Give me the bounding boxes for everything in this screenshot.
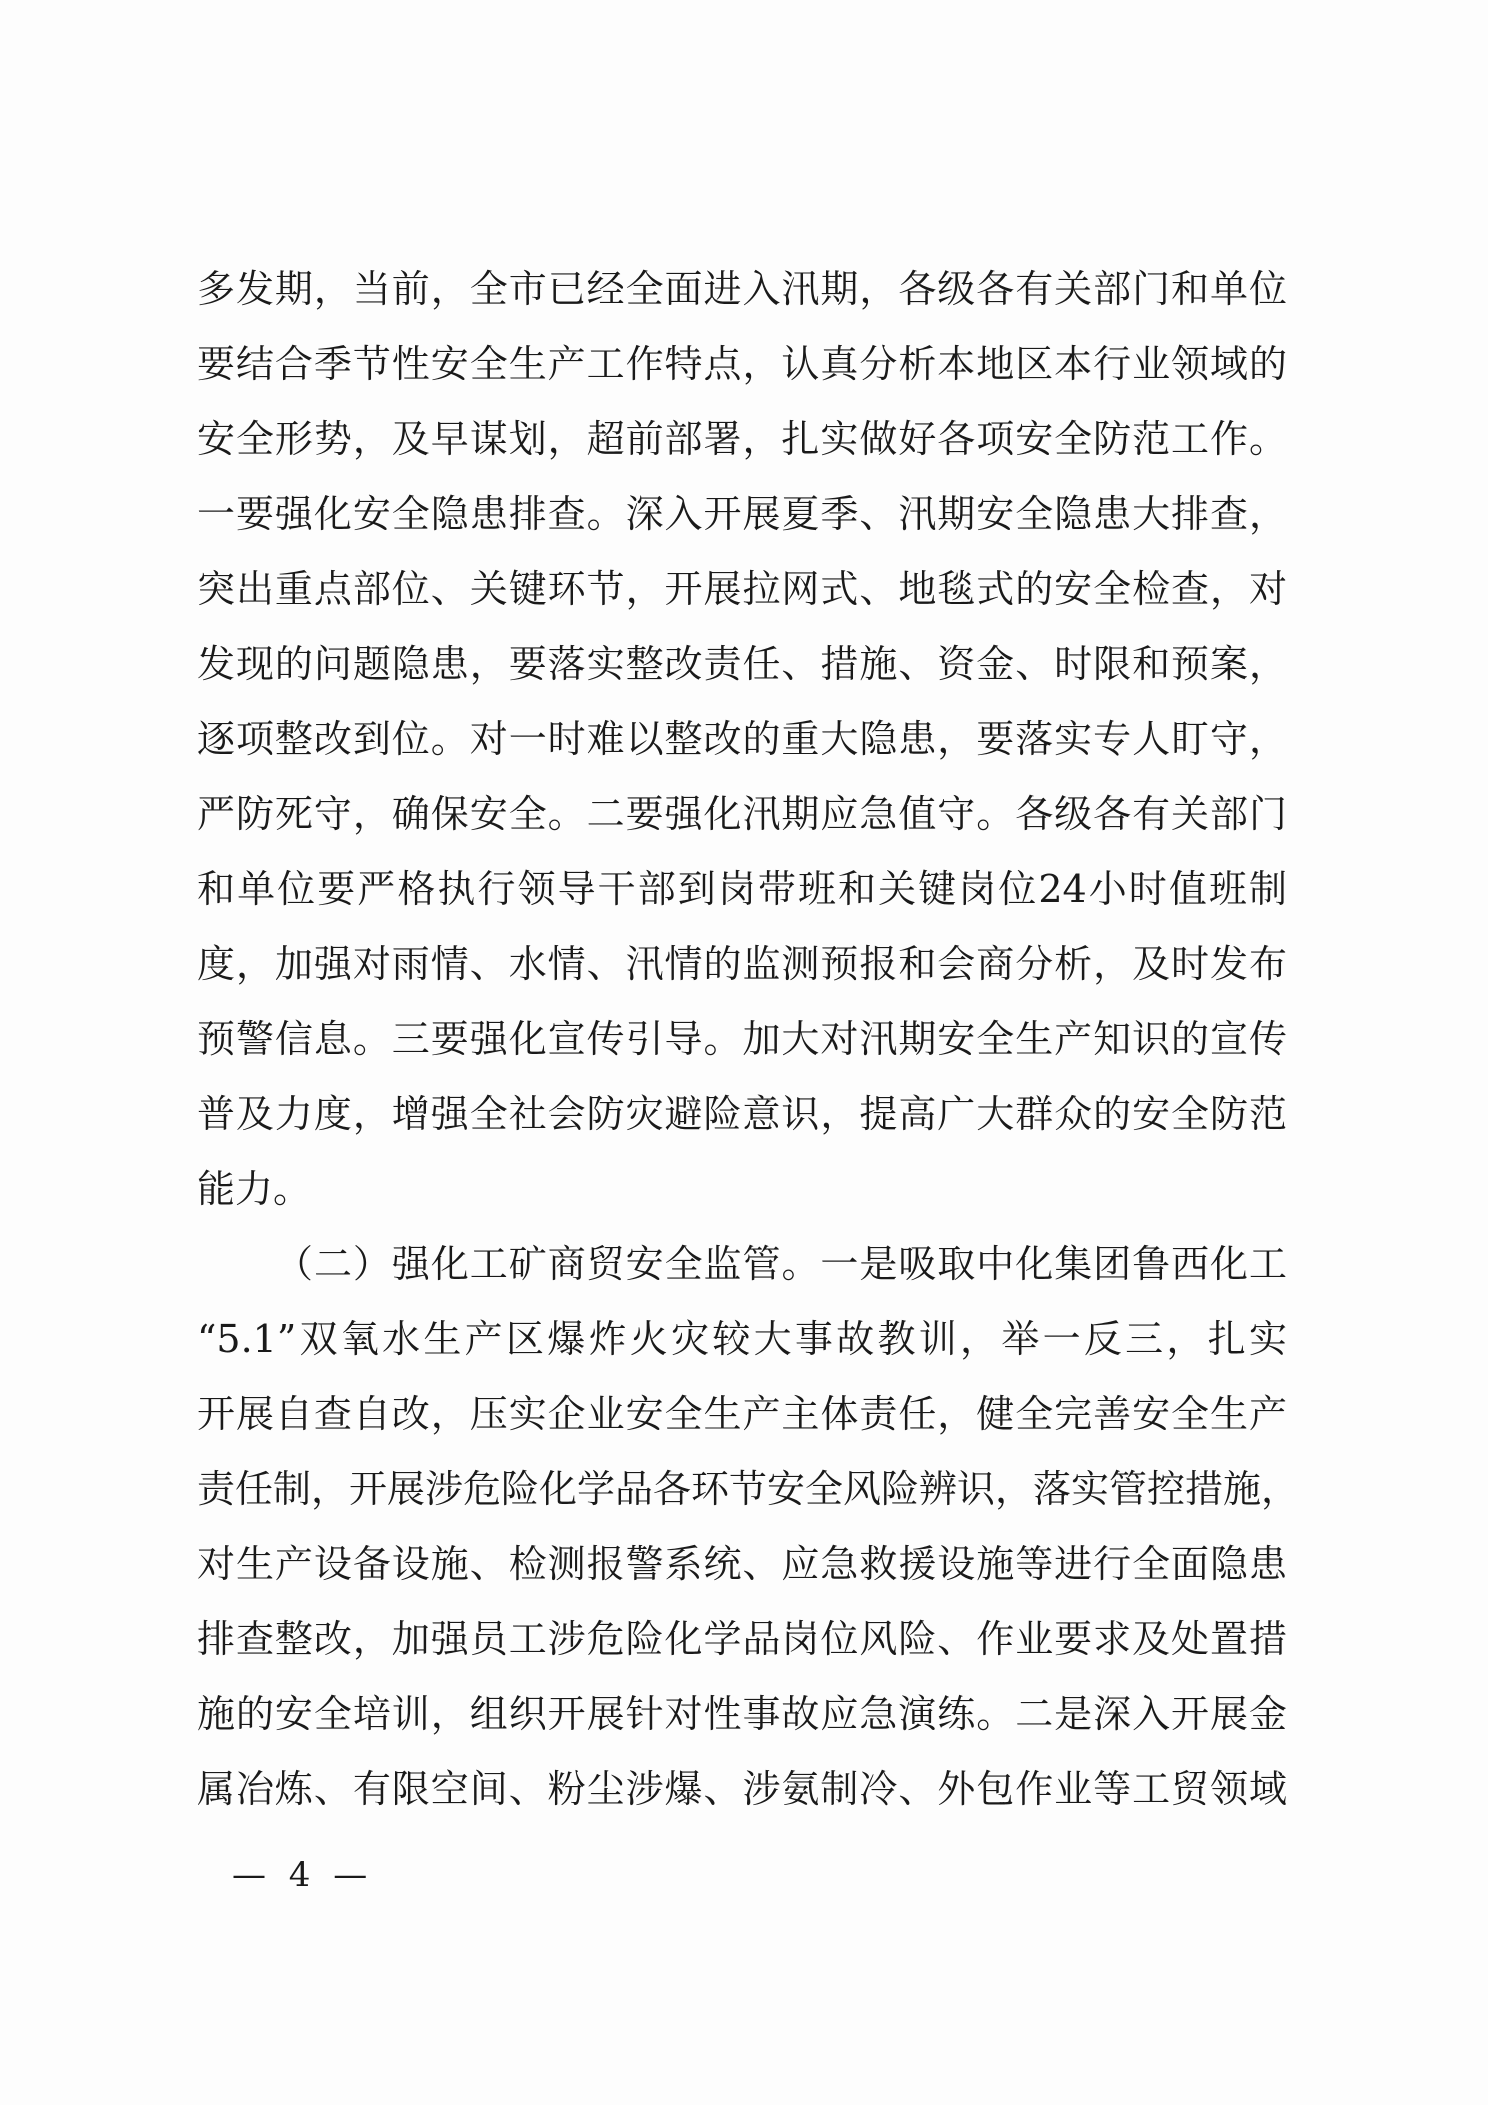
text-line: 发现的问题隐患，要落实整改责任、措施、资金、时限和预案， xyxy=(197,642,1287,686)
text-line: “5.1”双氧水生产区爆炸火灾较大事故教训，举一反三，扎实 xyxy=(197,1317,1287,1361)
text-line: 预警信息。三要强化宣传引导。加大对汛期安全生产知识的宣传 xyxy=(197,1017,1287,1061)
text-line: 责任制，开展涉危险化学品各环节安全风险辨识，落实管控措施， xyxy=(197,1467,1300,1511)
text-line: 多发期，当前，全市已经全面进入汛期，各级各有关部门和单位 xyxy=(197,267,1287,311)
text-line: 开展自查自改，压实企业安全生产主体责任，健全完善安全生产 xyxy=(197,1392,1287,1436)
section-heading-line: （二）强化工矿商贸安全监管。一是吸取中化集团鲁西化工 xyxy=(275,1242,1287,1286)
text-line: 逐项整改到位。对一时难以整改的重大隐患，要落实专人盯守， xyxy=(197,717,1287,761)
text-line: 普及力度，增强全社会防灾避险意识，提高广大群众的安全防范 xyxy=(197,1092,1287,1136)
text-line: 施的安全培训，组织开展针对性事故应急演练。二是深入开展金 xyxy=(197,1692,1287,1736)
text-line: 能力。 xyxy=(197,1167,312,1211)
text-line: 突出重点部位、关键环节，开展拉网式、地毯式的安全检查，对 xyxy=(197,567,1287,611)
text-line: 属冶炼、有限空间、粉尘涉爆、涉氨制冷、外包作业等工贸领域 xyxy=(197,1767,1287,1811)
text-line: 和单位要严格执行领导干部到岗带班和关键岗位24小时值班制 xyxy=(197,867,1287,911)
text-line: 严防死守，确保安全。二要强化汛期应急值守。各级各有关部门 xyxy=(197,792,1287,836)
text-line: 度，加强对雨情、水情、汛情的监测预报和会商分析，及时发布 xyxy=(197,942,1287,986)
page-number: — 4 — xyxy=(232,1855,374,1895)
text-line: 要结合季节性安全生产工作特点，认真分析本地区本行业领域的 xyxy=(197,342,1287,386)
text-line: 安全形势，及早谋划，超前部署，扎实做好各项安全防范工作。 xyxy=(197,417,1287,461)
text-line: 对生产设备设施、检测报警系统、应急救援设施等进行全面隐患 xyxy=(197,1542,1287,1586)
text-line: 一要强化安全隐患排查。深入开展夏季、汛期安全隐患大排查， xyxy=(197,492,1287,536)
text-line: 排查整改，加强员工涉危险化学品岗位风险、作业要求及处置措 xyxy=(197,1617,1287,1661)
